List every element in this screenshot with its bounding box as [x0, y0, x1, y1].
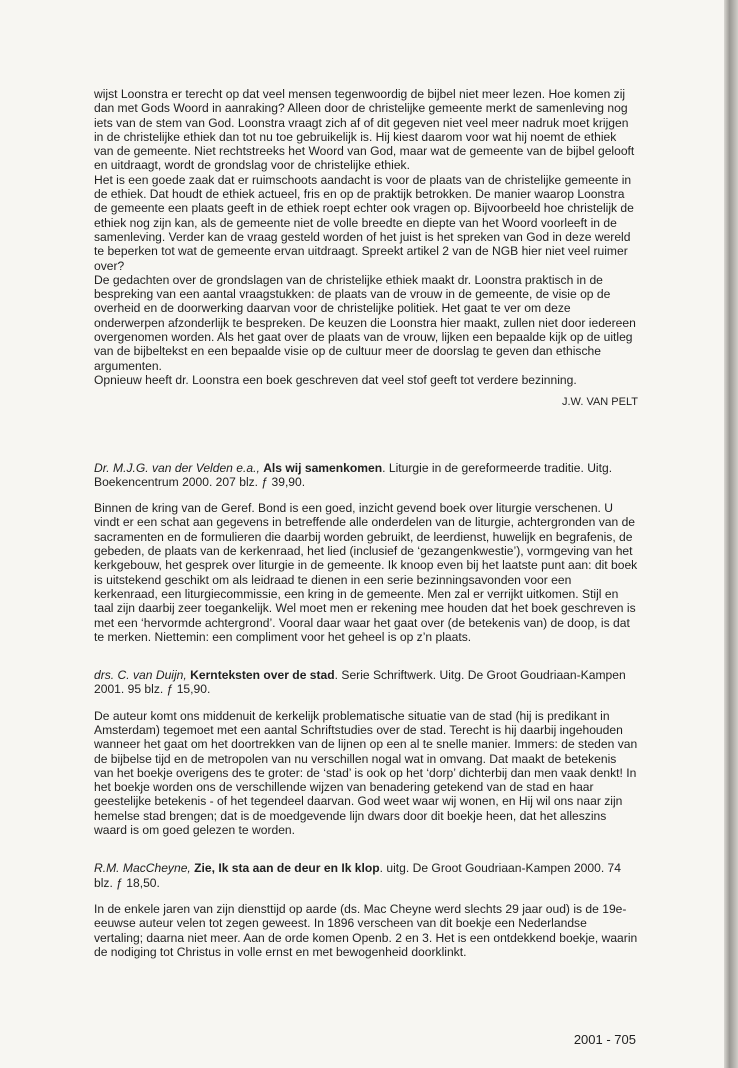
book-details: . uitg. De Groot Goudriaan-Kampen 2000. 74 blz. ƒ 18,50. [94, 861, 622, 890]
page-number: 2001 - 705 [573, 1032, 636, 1047]
book-title: Zie, Ik sta aan de deur en Ik klop [194, 861, 380, 876]
book-author: drs. C. van Duijn, [94, 668, 187, 683]
review-body: Binnen de kring van de Geref. Bond is een goed, inzicht gevend boek over liturgie verschenen. U vindt er een schat aan gegevens in betreffende alle onderdelen van de liturgie, achtergronden van de sacramenten en de formulieren die daarbij worden gebruikt, de leerdienst, huwelijk en begrafenis, de gebeden, de plaats van de kerkenraad, het lied (inclusief de ‘gezangenkwestie’), vormgeving van het kerkgebouw, het gesprek over liturgie in de gemeente. Ik knoop even bij het laatste punt aan: dit boek is uitstekend geschikt om als leidraad te dienen in een serie bezinningsavonden voor een kerkenraad, een liturgiecommissie, een kring in de gemeente. Men zal er verrijkt uitkomen. Stijl en taal zijn daarbij zeer toegankelijk. Wel moet men er rekening mee houden dat het boek geschreven is met een ‘hervormde achtergrond’. Vooral daar waar het gaat over (de betekenis van) de doop, is dat te merken. Niettemin: een compliment voor het geheel is op z’n plaats. [94, 501, 638, 644]
paragraph: Het is een goede zaak dat er ruimschoots aandacht is voor de plaats van de christelijke gemeente in de ethiek. Dat houdt de ethiek actueel, fris en op de praktijk betrokken. De manier waarop Loonstra de gemeente een plaats geeft in de ethiek roept echter ook vragen op. Bijvoorbeeld hoe christelijk de ethiek nog zijn kan, als de gemeente niet de volle breedte en diepte van het Woord voorleeft in de samenleving. Verder kan de vraag gesteld worden of het juist is het spreken van God in deze wereld te beperken tot wat de gemeente ervan uitdraagt. Spreekt artikel 2 van de NGB hier niet veel ruimer over? [94, 172, 634, 273]
paragraph: wijst Loonstra er terecht op dat veel mensen tegenwoordig de bijbel niet meer lezen. Hoe komen zij dan met Gods Woord in aanraking? Alleen door de christelijke gemeente merkt de samenleving nog iets van de stem van God. Loonstra vraagt zich af of dit gegeven niet veel meer nadruk moet krijgen in de christelijke ethiek dan tot nu toe gebruikelijk is. Hij kiest daarom voor wat hij noemt de ethiek van de gemeente. Niet rechtstreeks het Woord van God, maar wat de gemeente van de bijbel gelooft en uitdraagt, wordt de grondslag voor de christelijke ethiek. [94, 87, 635, 173]
paragraph: Opnieuw heeft dr. Loonstra een boek geschreven dat veel stof geeft tot verdere bezinning. [94, 372, 577, 387]
book-title: Als wij samenkomen [263, 460, 383, 475]
paragraph: De gedachten over de grondslagen van de christelijke ethiek maakt dr. Loonstra praktisch in de bespreking van een aantal vraagstukken: de plaats van de vrouw in de gemeente, de visie op de overheid en de doorwerking daarvan voor de christelijke politiek. Het gaat te ver om deze onderwerpen afzonderlijk te bespreken. De keuzen die Loonstra hier maakt, zullen niet door iedereen overgenomen worden. Als het gaat over de plaats van de vrouw, lijken een bepaalde kijk op de uitleg van de bijbeltekst en een bepaalde visie op de cultuur meer de doorslag te geven dan ethische argumenten. [94, 272, 636, 373]
book-author: Dr. M.J.G. van der Velden e.a., [94, 460, 260, 475]
review-body: De auteur komt ons middenuit de kerkelijk problematische situatie van de stad (hij is predikant in Amsterdam) tegemoet met een aantal Schriftstudies over de stad. Terecht is hij daarbij ingehouden wanneer het gaat om het doortrekken van de lijnen op een al te snelle manier. Immers: de steden van de bijbelse tijd en de metropolen van nu verschillen nogal wat in omvang. Dat maakt de betekenis van het boekje overigens des te groter: de ‘stad’ is ook op het ‘dorp’ dichterbij dan men vaak denkt! In het boekje worden ons de verschillende wijzen van benadering getekend van de stad en haar geestelijke betekenis - of het tegendeel daarvan. God weet waar wij wonen, en Hij wil ons naar zijn hemelse stad brengen; dat is de moedgevende lijn dwars door dit boekje heen, dat het alleszins waard is om goed gelezen te worden. [94, 708, 638, 838]
book-citation [94, 861, 638, 890]
review-body: In de enkele jaren van zijn diensttijd op aarde (ds. Mac Cheyne werd slechts 29 jaar oud) is de 19e-eeuwse auteur velen tot zegen geweest. In 1896 verscheen van dit boekje een Nederlandse vertaling; daarna niet meer. Aan de orde komen Openb. 2 en 3. Het is een ontdekkend boekje, waarin de nodiging tot Christus in volle ernst en met bewogenheid doorklinkt. [94, 901, 638, 959]
page-edge [724, 0, 738, 1068]
book-details: . Liturgie in de gereformeerde traditie. Uitg. Boekencentrum 2000. 207 blz. ƒ 39,90. [94, 460, 613, 489]
book-title: Kernteksten over de stad [190, 668, 335, 683]
article-text [94, 87, 638, 959]
book-details: . Serie Schriftwerk. Uitg. De Groot Goudriaan-Kampen 2001. 95 blz. ƒ 15,90. [94, 668, 626, 697]
book-citation [94, 668, 638, 697]
book-citation [94, 461, 638, 490]
book-author: R.M. MacCheyne, [94, 861, 191, 876]
reviewer-signature: J.W. VAN PELT [562, 396, 638, 409]
